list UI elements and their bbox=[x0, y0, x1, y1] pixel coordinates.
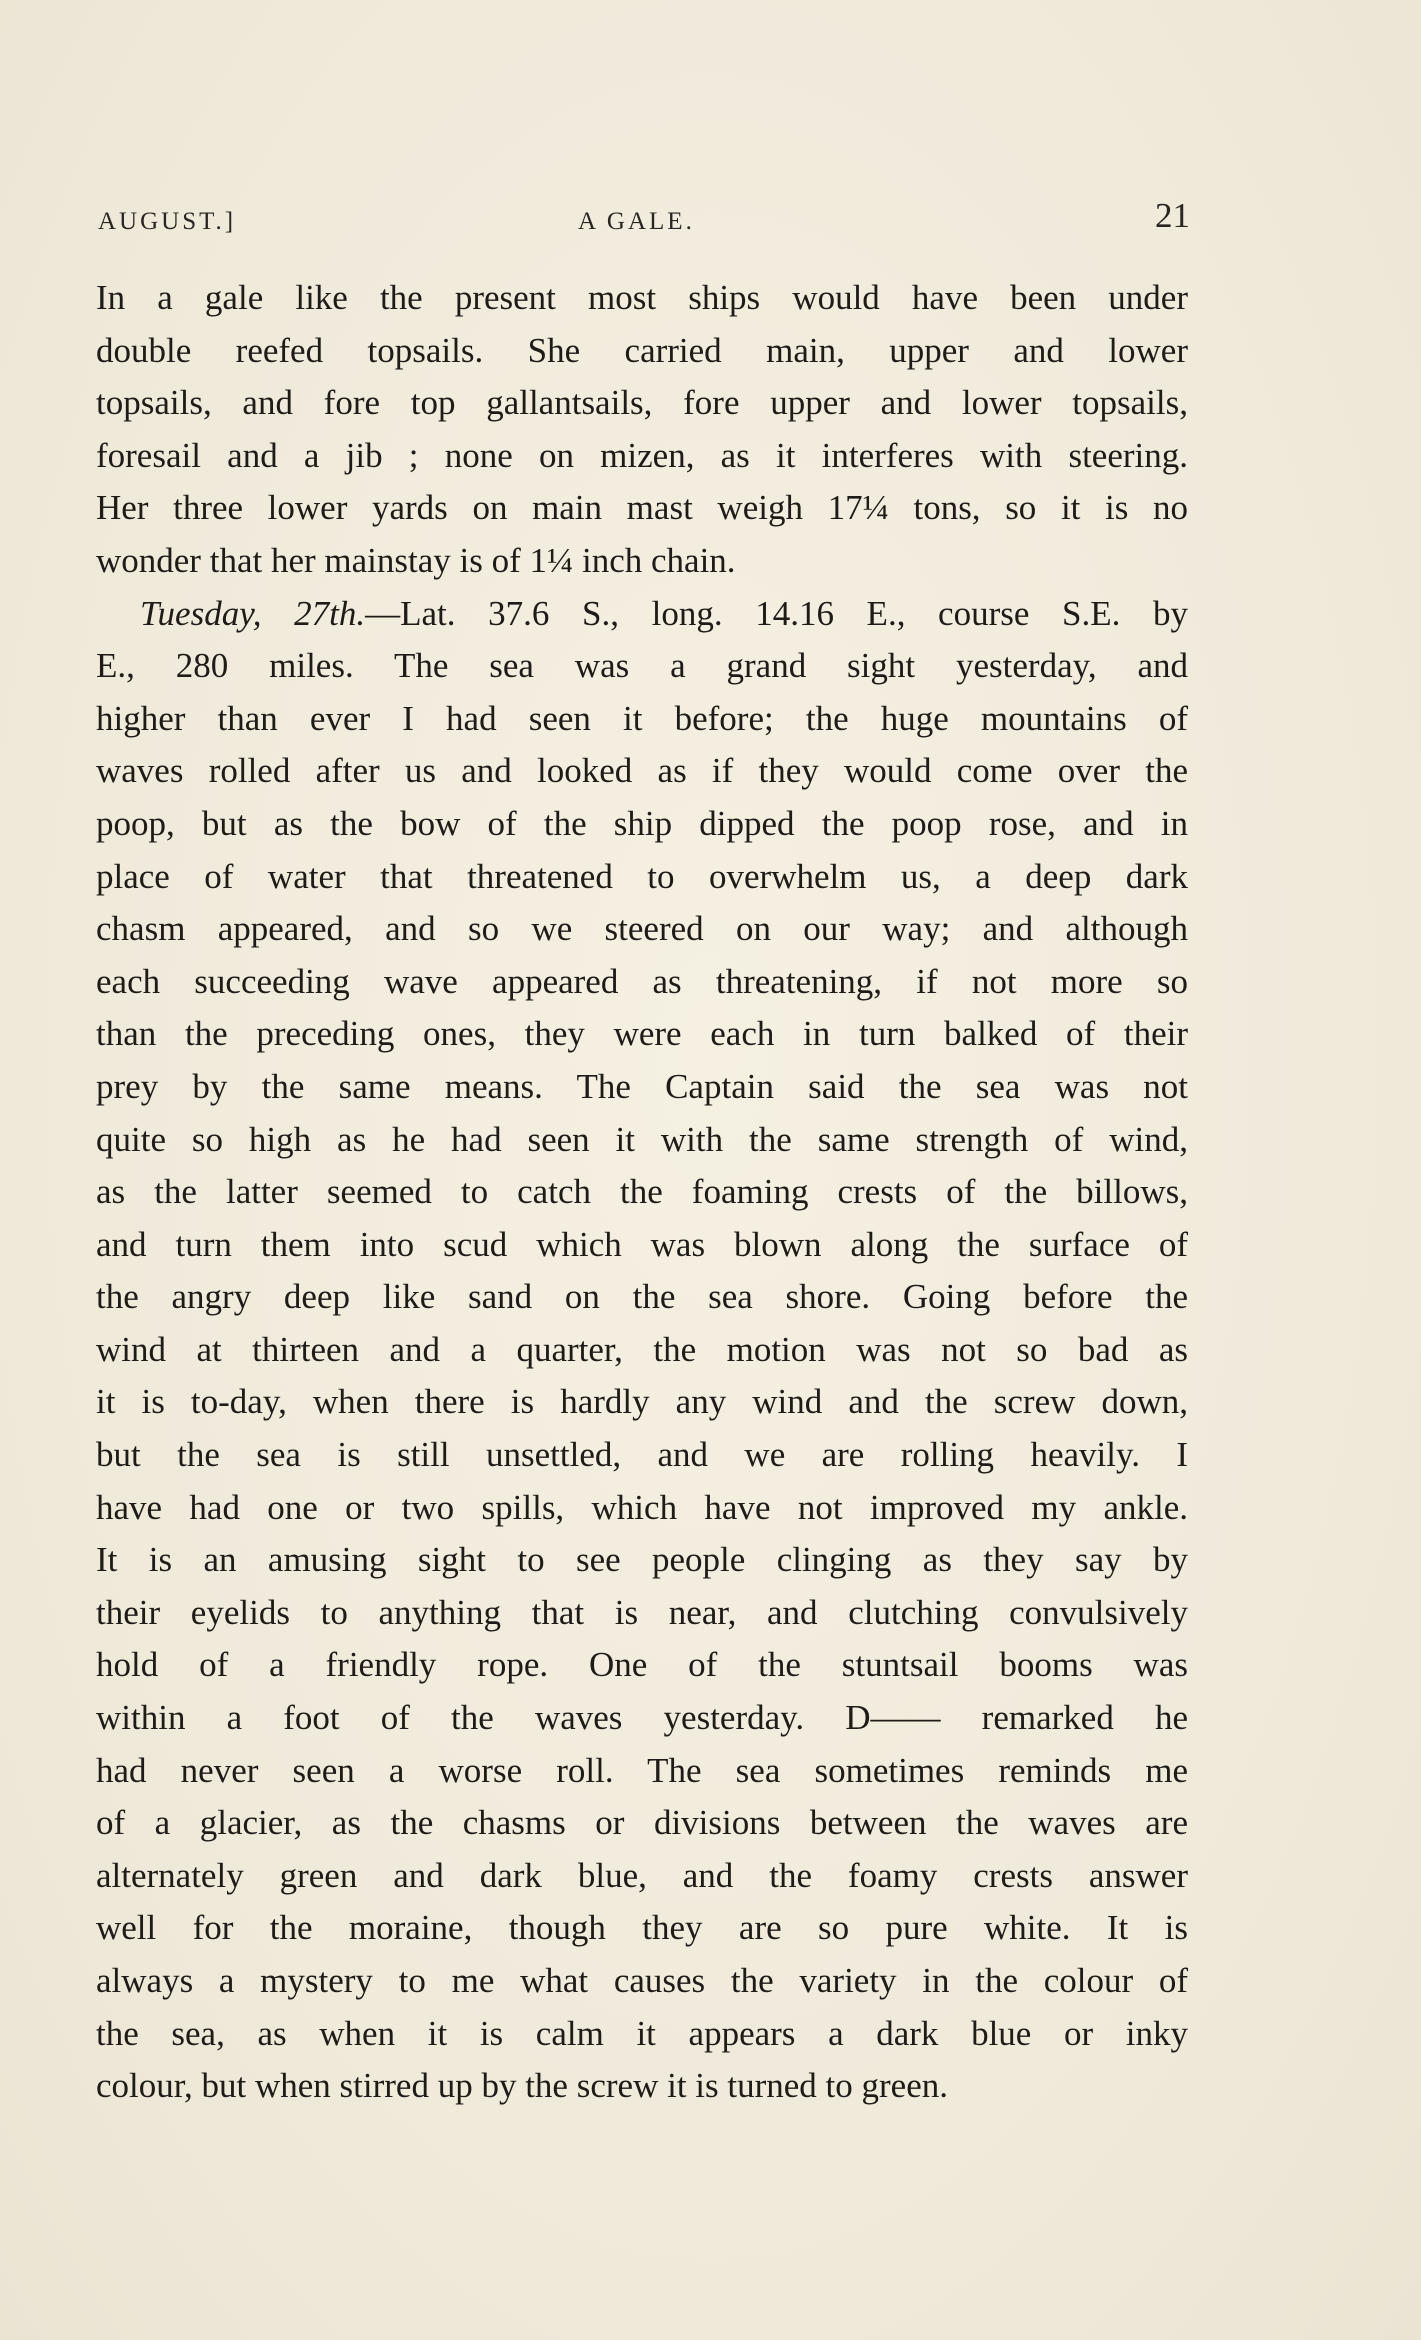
text-line: as the latter seemed to catch the foaming crests of the billows, bbox=[96, 1172, 1188, 1212]
text-line: chasm appeared, and so we steered on our way; and although bbox=[96, 909, 1188, 949]
text-line: and turn them into scud which was blown along the surface of bbox=[96, 1224, 1188, 1264]
text-line: waves rolled after us and looked as if they would come over the bbox=[96, 751, 1188, 791]
running-head-month: AUGUST.] bbox=[98, 208, 237, 235]
text-line: topsails, and fore top gallantsails, fore upper and lower topsails, bbox=[96, 383, 1188, 423]
text-line: than the preceding ones, they were each in turn balked of their bbox=[96, 1014, 1188, 1054]
text-line: hold of a friendly rope. One of the stuntsail booms was bbox=[96, 1645, 1188, 1685]
text-line: higher than ever I had seen it before; the huge mountains of bbox=[96, 698, 1188, 738]
text-line: have had one or two spills, which have not improved my ankle. bbox=[96, 1487, 1188, 1527]
text-line: foresail and a jib ; none on mizen, as it interferes with steering. bbox=[96, 435, 1188, 475]
text-line: always a mystery to me what causes the variety in the colour of bbox=[96, 1961, 1188, 2000]
text-line: the angry deep like sand on the sea shore. Going before the bbox=[96, 1277, 1188, 1317]
text-line: of a glacier, as the chasms or divisions between the waves are bbox=[96, 1803, 1188, 1843]
text-line: their eyelids to anything that is near, and clutching convulsively bbox=[96, 1592, 1188, 1632]
text-line: wonder that her mainstay is of 1¼ inch chain. bbox=[96, 540, 736, 580]
text-line: E., 280 miles. The sea was a grand sight yesterday, and bbox=[96, 646, 1188, 686]
body-text bbox=[96, 272, 1188, 2113]
text-line: colour, but when stirred up by the screw it is turned to green. bbox=[96, 2066, 948, 2106]
text-line: had never seen a worse roll. The sea sometimes reminds me bbox=[96, 1750, 1188, 1790]
text-line: each succeeding wave appeared as threatening, if not more so bbox=[96, 961, 1188, 1001]
text-line: but the sea is still unsettled, and we are rolling heavily. I bbox=[96, 1435, 1188, 1475]
text-line: poop, but as the bow of the ship dipped the poop rose, and in bbox=[96, 803, 1188, 843]
text-line: place of water that threatened to overwhelm us, a deep dark bbox=[96, 856, 1188, 896]
text-line: prey by the same means. The Captain said the sea was not bbox=[96, 1066, 1188, 1106]
text-line: it is to-day, when there is hardly any wind and the screw down, bbox=[96, 1382, 1188, 1422]
text-line: It is an amusing sight to see people clinging as they say by bbox=[96, 1540, 1188, 1580]
text-line: double reefed topsails. She carried main, upper and lower bbox=[96, 330, 1188, 370]
entry-position: —Lat. 37.6 S., long. 14.16 E., course S.E. by bbox=[365, 593, 1188, 633]
text-line: Her three lower yards on main mast weigh 17¼ tons, so it is no bbox=[96, 488, 1188, 528]
text-line: well for the moraine, though they are so pure white. It is bbox=[96, 1908, 1188, 1948]
diary-entry-line bbox=[96, 588, 1188, 641]
entry-date: Tuesday, 27th. bbox=[140, 593, 366, 633]
text-line: In a gale like the present most ships would have been under bbox=[96, 278, 1188, 317]
page-number: 21 bbox=[1155, 196, 1190, 235]
text-line: the sea, as when it is calm it appears a dark blue or inky bbox=[96, 2013, 1188, 2053]
text-line: wind at thirteen and a quarter, the motion was not so bad as bbox=[96, 1329, 1188, 1369]
text-line: within a foot of the waves yesterday. D—— remarked he bbox=[96, 1698, 1188, 1738]
text-line: quite so high as he had seen it with the same strength of wind, bbox=[96, 1119, 1188, 1159]
text-line: alternately green and dark blue, and the foamy crests answer bbox=[96, 1855, 1188, 1895]
running-head-title: A GALE. bbox=[578, 208, 695, 235]
running-head bbox=[98, 196, 1190, 248]
